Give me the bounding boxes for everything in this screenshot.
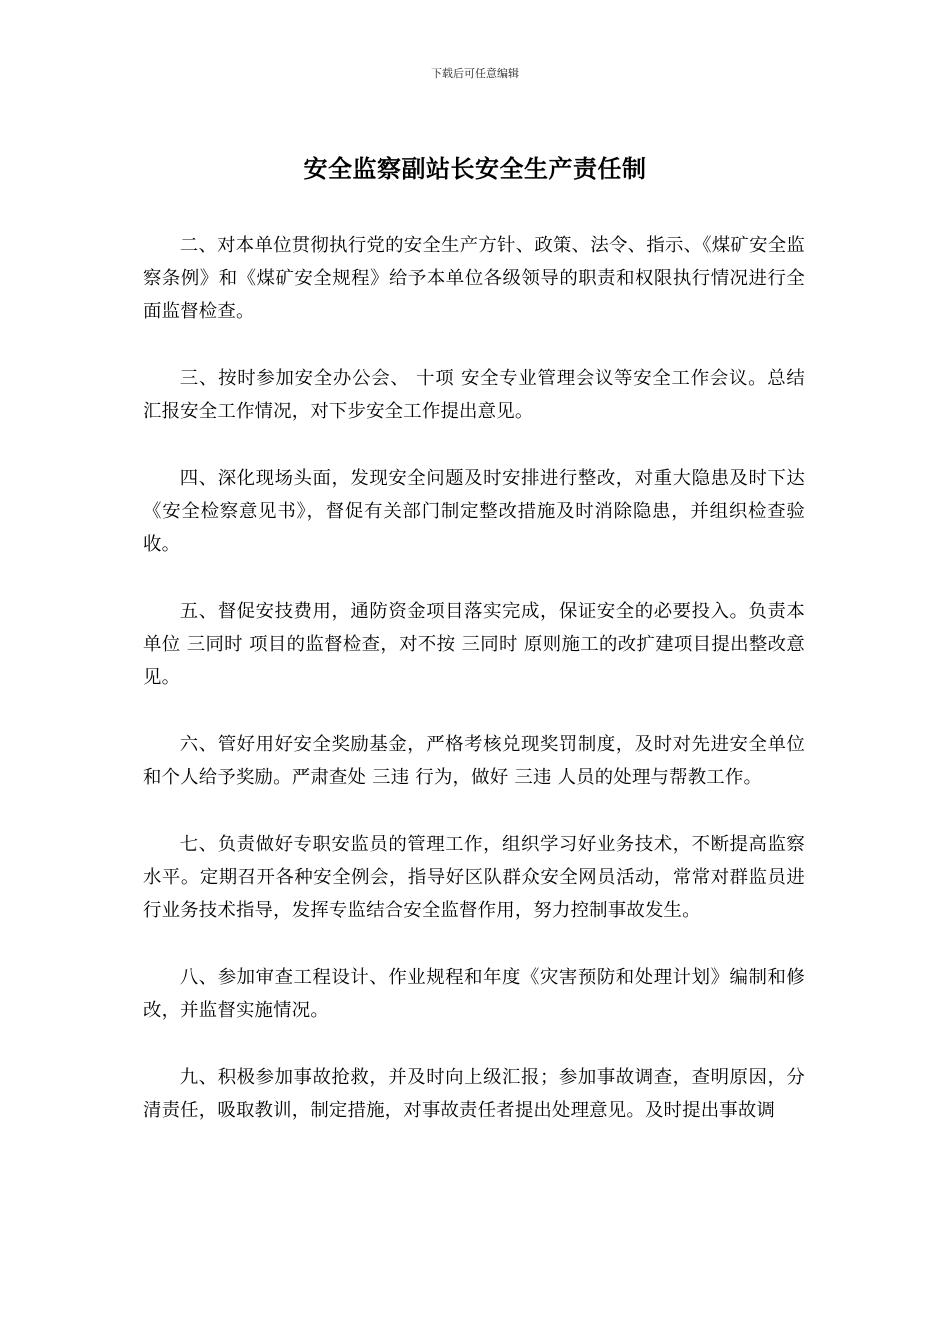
paragraph-5: 五、督促安技费用，通防资金项目落实完成，保证安全的必要投入。负责本单位 三同时 项目的监督检查，对不按 三同时 原则施工的改扩建项目提出整改意见。 [143,601,805,688]
paragraph-7: 七、负责做好专职安监员的管理工作，组织学习好业务技术，不断提高监察水平。定期召开各种安全例会，指导好区队群众安全网员活动，常常对群监员进行业务技术指导，发挥专监结合安全监督作用，努力控制事故发生。 [143,834,805,921]
header-note: 下载后可任意编辑 [431,67,519,80]
document-title: 安全监察副站长安全生产责任制 [303,154,647,183]
paragraph-2: 二、对本单位贯彻执行党的安全生产方针、政策、法令、指示、《煤矿安全监察条例》和《煤矿安全规程》给予本单位各级领导的职责和权限执行情况进行全面监督检查。 [143,235,805,322]
paragraph-6: 六、管好用好安全奖励基金，严格考核兑现奖罚制度，及时对先进安全单位和个人给予奖励。严肃查处 三违 行为，做好 三违 人员的处理与帮教工作。 [143,734,805,788]
paragraph-8: 八、参加审查工程设计、作业规程和年度《灾害预防和处理计划》编制和修改，并监督实施情况。 [143,967,805,1021]
paragraph-4: 四、深化现场头面，发现安全问题及时安排进行整改，对重大隐患及时下达《安全检察意见书》，督促有关部门制定整改措施及时消除隐患，并组织检查验收。 [143,468,805,555]
document-body [143,229,805,1161]
paragraph-3: 三、按时参加安全办公会、 十项 安全专业管理会议等安全工作会议。总结汇报安全工作情况，对下步安全工作提出意见。 [143,368,805,422]
paragraph-9: 九、积极参加事故抢救，并及时向上级汇报；参加事故调查，查明原因，分清责任，吸取教训，制定措施，对事故责任者提出处理意见。及时提出事故调 [143,1067,805,1121]
